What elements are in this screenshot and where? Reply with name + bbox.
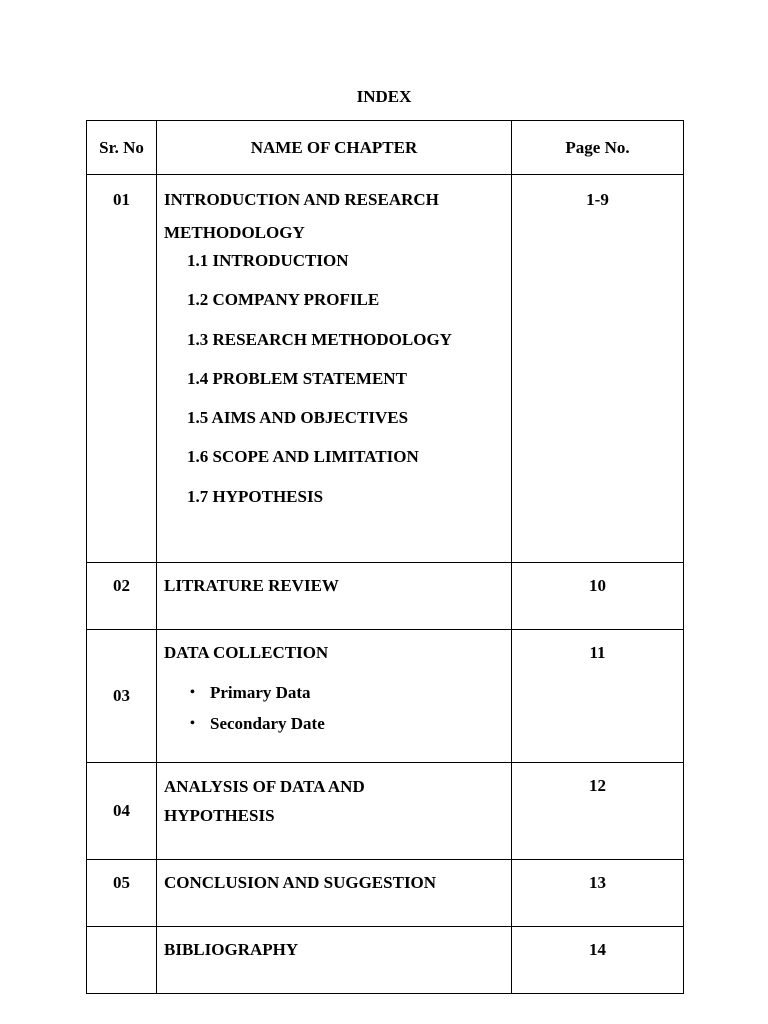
sr-no-cell bbox=[87, 927, 157, 994]
chapter-cell bbox=[157, 630, 512, 763]
chapter-cell: BIBLIOGRAPHY bbox=[157, 927, 512, 994]
table-row bbox=[87, 563, 684, 630]
table-row bbox=[87, 927, 684, 994]
chapter-title: ANALYSIS OF DATA AND bbox=[164, 777, 365, 796]
bullet-list bbox=[164, 683, 511, 745]
table-header-row bbox=[87, 121, 684, 175]
page-no-cell: 12 bbox=[512, 763, 684, 860]
bullet-item bbox=[164, 683, 511, 714]
bullet-item bbox=[164, 714, 511, 745]
table-row bbox=[87, 860, 684, 927]
sr-no-cell: 03 bbox=[87, 630, 157, 763]
subsection-item: 1.7 HYPOTHESIS bbox=[187, 486, 324, 506]
bullet-icon: • bbox=[190, 716, 195, 731]
page-no-cell: 10 bbox=[512, 563, 684, 630]
index-table bbox=[86, 120, 684, 994]
bullet-text: Primary Data bbox=[210, 683, 311, 702]
sr-no-cell: 01 bbox=[87, 175, 157, 563]
chapter-title-continued: METHODOLOGY bbox=[164, 223, 305, 242]
subsection-item: 1.5 AIMS AND OBJECTIVES bbox=[187, 408, 409, 428]
subsection-item: 1.4 PROBLEM STATEMENT bbox=[187, 368, 407, 388]
sr-no-cell: 04 bbox=[87, 763, 157, 860]
chapter-cell bbox=[157, 763, 512, 860]
table-row bbox=[87, 763, 684, 860]
page-no-cell: 14 bbox=[512, 927, 684, 994]
table-row bbox=[87, 175, 684, 563]
page-no-cell: 13 bbox=[512, 860, 684, 927]
bullet-text: Secondary Date bbox=[210, 714, 325, 733]
sr-no-cell: 02 bbox=[87, 563, 157, 630]
subsection-list bbox=[164, 251, 511, 526]
subsection-item: 1.3 RESEARCH METHODOLOGY bbox=[187, 329, 452, 349]
chapter-cell: LITRATURE REVIEW bbox=[157, 563, 512, 630]
bullet-icon: • bbox=[190, 685, 195, 700]
page-title: INDEX bbox=[356, 87, 412, 106]
chapter-cell: CONCLUSION AND SUGGESTION bbox=[157, 860, 512, 927]
sr-no-cell: 05 bbox=[87, 860, 157, 927]
header-sr-no: Sr. No bbox=[87, 121, 157, 175]
subsection-item: 1.2 COMPANY PROFILE bbox=[187, 290, 380, 310]
header-page-no: Page No. bbox=[512, 121, 684, 175]
page-no-cell: 11 bbox=[512, 630, 684, 763]
page-no-cell: 1-9 bbox=[512, 175, 684, 563]
chapter-title: DATA COLLECTION bbox=[164, 643, 329, 662]
header-chapter-name: NAME OF CHAPTER bbox=[157, 121, 512, 175]
chapter-title: INTRODUCTION AND RESEARCH bbox=[164, 190, 439, 209]
chapter-title-continued: HYPOTHESIS bbox=[164, 806, 275, 825]
chapter-cell bbox=[157, 175, 512, 563]
subsection-item: 1.6 SCOPE AND LIMITATION bbox=[187, 447, 419, 467]
subsection-item: 1.1 INTRODUCTION bbox=[187, 251, 349, 270]
table-row bbox=[87, 630, 684, 763]
